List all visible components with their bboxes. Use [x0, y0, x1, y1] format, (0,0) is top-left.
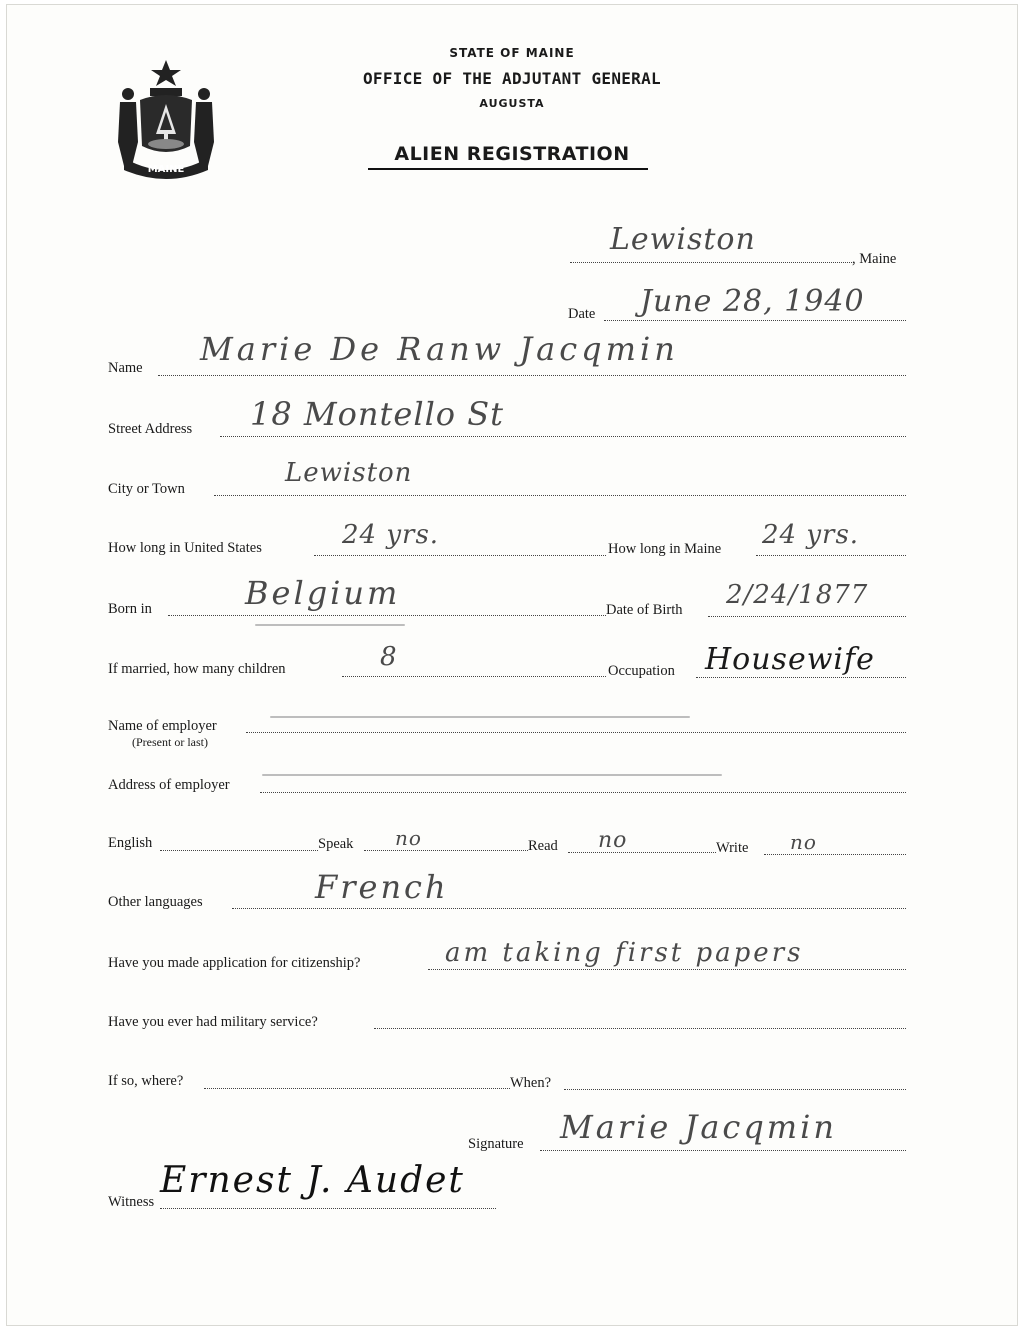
employer-address-dash-stroke — [262, 774, 722, 776]
write-line — [764, 854, 906, 855]
date-value: June 28, 1940 — [640, 284, 865, 319]
citizenship-value: am taking first papers — [445, 938, 804, 968]
employer-address-label: Address of employer — [108, 777, 230, 793]
place-suffix: , Maine — [852, 251, 897, 267]
header-office: OFFICE OF THE ADJUTANT GENERAL — [363, 69, 661, 88]
occupation-label: Occupation — [608, 663, 675, 679]
english-line — [160, 850, 318, 851]
other-languages-line — [232, 908, 906, 909]
date-line — [604, 320, 906, 321]
employer-name-line — [246, 732, 906, 733]
street-address-label: Street Address — [108, 421, 193, 437]
speak-value: no — [395, 826, 422, 850]
us-duration-label: How long in United States — [108, 540, 262, 556]
other-languages-label: Other languages — [108, 894, 203, 910]
us-duration-line — [314, 555, 606, 556]
header-state: STATE OF MAINE — [449, 46, 575, 60]
city-town-line — [214, 495, 906, 496]
place-value: Lewiston — [610, 222, 756, 257]
employer-name-dash-stroke — [270, 716, 690, 718]
signature-label: Signature — [468, 1136, 524, 1152]
military-label: Have you ever had military service? — [108, 1014, 318, 1030]
other-languages-value: French — [315, 868, 449, 906]
born-in-value: Belgium — [245, 574, 401, 612]
children-line — [342, 676, 606, 677]
city-town-label: City or Town — [108, 481, 185, 497]
born-in-label: Born in — [108, 601, 152, 617]
read-label: Read — [528, 838, 558, 854]
employer-name-sublabel: (Present or last) — [132, 735, 208, 749]
citizenship-line — [428, 969, 906, 970]
us-duration-value: 24 yrs. — [342, 520, 440, 550]
signature-value: Marie Jacqmin — [560, 1108, 837, 1146]
witness-label: Witness — [108, 1194, 155, 1210]
where-label: If so, where? — [108, 1073, 184, 1089]
name-label: Name — [108, 360, 143, 376]
street-address-line — [220, 436, 906, 437]
employer-name-label: Name of employer — [108, 718, 217, 734]
where-line — [204, 1088, 510, 1089]
children-label: If married, how many children — [108, 661, 286, 677]
write-value: no — [790, 830, 817, 854]
children-value: 8 — [380, 642, 398, 672]
witness-signature: Ernest J. Audet — [160, 1160, 465, 1201]
signature-line — [540, 1150, 906, 1151]
name-line — [158, 375, 906, 376]
street-address-value: 18 Montello St — [250, 395, 505, 433]
date-label: Date — [568, 306, 596, 322]
read-line — [568, 852, 716, 853]
city-town-value: Lewiston — [285, 458, 413, 488]
header-city: AUGUSTA — [479, 97, 545, 110]
seal-lettering: MAINE — [147, 164, 185, 175]
english-label: English — [108, 835, 153, 851]
birth-date-line — [708, 616, 906, 617]
when-label: When? — [510, 1075, 552, 1091]
born-in-line — [168, 615, 606, 616]
occupation-line — [696, 677, 906, 678]
when-line — [564, 1089, 906, 1090]
speak-label: Speak — [318, 836, 354, 852]
maine-duration-label: How long in Maine — [608, 541, 722, 557]
employer-address-line — [260, 792, 906, 793]
read-value: no — [598, 828, 628, 853]
write-label: Write — [716, 840, 749, 856]
place-line — [570, 262, 852, 263]
citizenship-label: Have you made application for citizenship? — [108, 955, 361, 971]
occupation-value: Housewife — [705, 642, 875, 677]
witness-line — [160, 1208, 496, 1209]
maine-duration-value: 24 yrs. — [762, 520, 860, 550]
birth-date-value: 2/24/1877 — [726, 580, 869, 610]
speak-line — [364, 850, 528, 851]
born-in-underline-stroke — [255, 624, 405, 626]
name-value: Marie De Ranw Jacqmin — [200, 330, 679, 368]
form-title: ALIEN REGISTRATION — [394, 143, 630, 165]
maine-duration-line — [756, 555, 906, 556]
title-underline — [368, 168, 648, 170]
military-line — [374, 1028, 906, 1029]
birth-date-label: Date of Birth — [606, 602, 683, 618]
